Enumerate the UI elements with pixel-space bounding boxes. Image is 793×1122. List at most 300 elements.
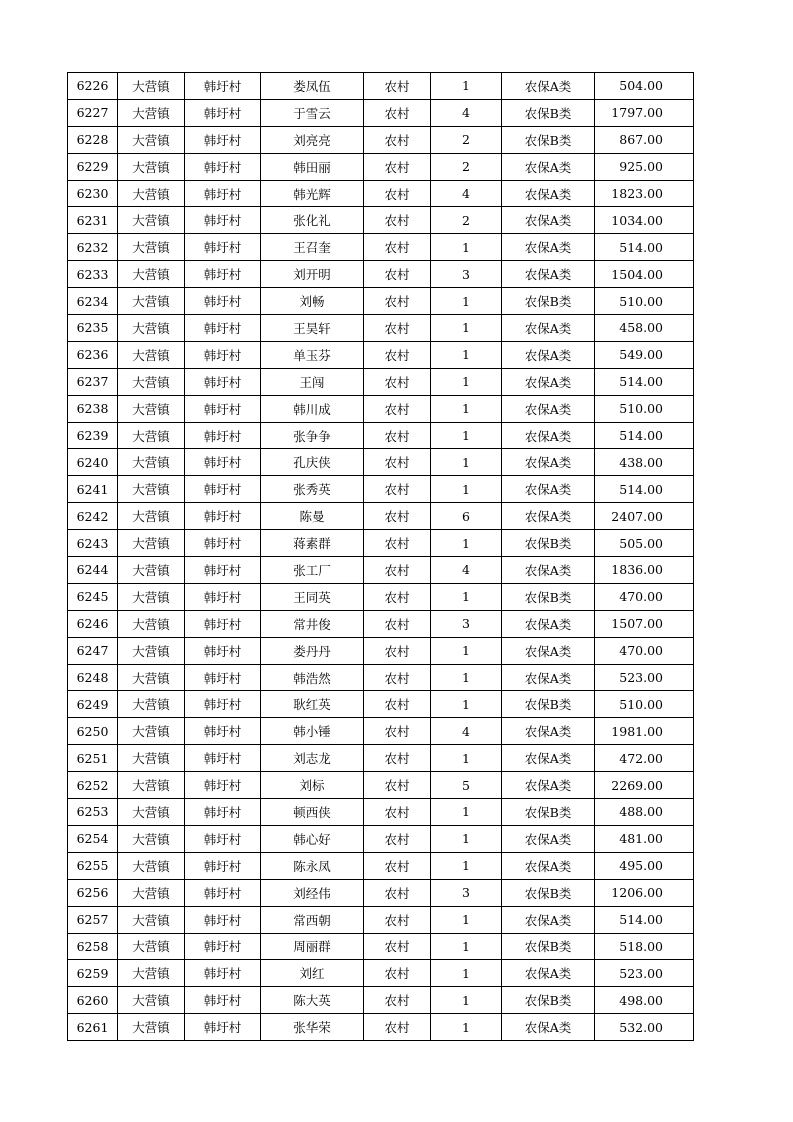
village-cell: 韩圩村 (185, 933, 261, 960)
town-cell: 大营镇 (118, 1014, 185, 1041)
insurance-category-cell: 农保A类 (502, 745, 595, 772)
insurance-category-cell: 农保B类 (502, 530, 595, 557)
row-number-cell: 6237 (68, 368, 118, 395)
name-cell: 刘经伟 (261, 879, 364, 906)
table-row (68, 395, 694, 422)
amount-cell: 488.00 (595, 799, 694, 826)
village-cell: 韩圩村 (185, 422, 261, 449)
village-cell: 韩圩村 (185, 476, 261, 503)
member-count-cell: 1 (431, 476, 502, 503)
table-row (68, 261, 694, 288)
insurance-category-cell: 农保A类 (502, 341, 595, 368)
village-cell: 韩圩村 (185, 1014, 261, 1041)
row-number-cell: 6238 (68, 395, 118, 422)
village-cell: 韩圩村 (185, 73, 261, 100)
amount-cell: 523.00 (595, 960, 694, 987)
household-type-cell: 农村 (364, 180, 431, 207)
village-cell: 韩圩村 (185, 341, 261, 368)
name-cell: 刘红 (261, 960, 364, 987)
household-type-cell: 农村 (364, 799, 431, 826)
row-number-cell: 6261 (68, 1014, 118, 1041)
amount-cell: 438.00 (595, 449, 694, 476)
row-number-cell: 6227 (68, 99, 118, 126)
row-number-cell: 6241 (68, 476, 118, 503)
row-number-cell: 6242 (68, 503, 118, 530)
row-number-cell: 6233 (68, 261, 118, 288)
amount-cell: 2407.00 (595, 503, 694, 530)
town-cell: 大营镇 (118, 987, 185, 1014)
member-count-cell: 3 (431, 879, 502, 906)
member-count-cell: 1 (431, 933, 502, 960)
roster-table (67, 72, 694, 1041)
row-number-cell: 6254 (68, 825, 118, 852)
insurance-category-cell: 农保B类 (502, 879, 595, 906)
row-number-cell: 6243 (68, 530, 118, 557)
table-row (68, 153, 694, 180)
name-cell: 单玉芬 (261, 341, 364, 368)
member-count-cell: 1 (431, 799, 502, 826)
household-type-cell: 农村 (364, 476, 431, 503)
member-count-cell: 3 (431, 261, 502, 288)
name-cell: 韩心好 (261, 825, 364, 852)
row-number-cell: 6246 (68, 610, 118, 637)
town-cell: 大营镇 (118, 583, 185, 610)
table-row (68, 987, 694, 1014)
name-cell: 刘畅 (261, 288, 364, 315)
insurance-category-cell: 农保A类 (502, 234, 595, 261)
member-count-cell: 1 (431, 422, 502, 449)
row-number-cell: 6234 (68, 288, 118, 315)
household-type-cell: 农村 (364, 153, 431, 180)
member-count-cell: 1 (431, 449, 502, 476)
amount-cell: 470.00 (595, 637, 694, 664)
row-number-cell: 6235 (68, 315, 118, 342)
town-cell: 大营镇 (118, 933, 185, 960)
table-row (68, 1014, 694, 1041)
table-row (68, 180, 694, 207)
amount-cell: 458.00 (595, 315, 694, 342)
amount-cell: 510.00 (595, 691, 694, 718)
village-cell: 韩圩村 (185, 99, 261, 126)
member-count-cell: 4 (431, 718, 502, 745)
row-number-cell: 6239 (68, 422, 118, 449)
row-number-cell: 6255 (68, 852, 118, 879)
insurance-category-cell: 农保A类 (502, 557, 595, 584)
row-number-cell: 6228 (68, 126, 118, 153)
village-cell: 韩圩村 (185, 745, 261, 772)
amount-cell: 495.00 (595, 852, 694, 879)
amount-cell: 510.00 (595, 288, 694, 315)
table-row (68, 530, 694, 557)
name-cell: 娄凤伍 (261, 73, 364, 100)
table-row (68, 422, 694, 449)
village-cell: 韩圩村 (185, 288, 261, 315)
member-count-cell: 1 (431, 852, 502, 879)
town-cell: 大营镇 (118, 99, 185, 126)
amount-cell: 1034.00 (595, 207, 694, 234)
household-type-cell: 农村 (364, 664, 431, 691)
row-number-cell: 6244 (68, 557, 118, 584)
village-cell: 韩圩村 (185, 530, 261, 557)
member-count-cell: 4 (431, 99, 502, 126)
household-type-cell: 农村 (364, 691, 431, 718)
household-type-cell: 农村 (364, 73, 431, 100)
household-type-cell: 农村 (364, 234, 431, 261)
row-number-cell: 6250 (68, 718, 118, 745)
insurance-category-cell: 农保B类 (502, 933, 595, 960)
amount-cell: 514.00 (595, 422, 694, 449)
insurance-category-cell: 农保A类 (502, 315, 595, 342)
amount-cell: 1507.00 (595, 610, 694, 637)
table-row (68, 288, 694, 315)
name-cell: 韩田丽 (261, 153, 364, 180)
insurance-category-cell: 农保A类 (502, 261, 595, 288)
member-count-cell: 1 (431, 395, 502, 422)
insurance-category-cell: 农保A类 (502, 906, 595, 933)
name-cell: 孔庆侠 (261, 449, 364, 476)
row-number-cell: 6229 (68, 153, 118, 180)
table-row (68, 126, 694, 153)
town-cell: 大营镇 (118, 718, 185, 745)
member-count-cell: 1 (431, 234, 502, 261)
household-type-cell: 农村 (364, 449, 431, 476)
insurance-category-cell: 农保A类 (502, 180, 595, 207)
roster-table-body (68, 73, 694, 1041)
town-cell: 大营镇 (118, 503, 185, 530)
table-row (68, 852, 694, 879)
member-count-cell: 1 (431, 691, 502, 718)
name-cell: 韩小锤 (261, 718, 364, 745)
amount-cell: 470.00 (595, 583, 694, 610)
town-cell: 大营镇 (118, 395, 185, 422)
insurance-category-cell: 农保A类 (502, 368, 595, 395)
village-cell: 韩圩村 (185, 906, 261, 933)
table-row (68, 73, 694, 100)
name-cell: 陈永凤 (261, 852, 364, 879)
member-count-cell: 1 (431, 368, 502, 395)
name-cell: 娄丹丹 (261, 637, 364, 664)
table-row (68, 315, 694, 342)
town-cell: 大营镇 (118, 637, 185, 664)
town-cell: 大营镇 (118, 153, 185, 180)
table-row (68, 960, 694, 987)
name-cell: 耿红英 (261, 691, 364, 718)
insurance-category-cell: 农保A类 (502, 1014, 595, 1041)
member-count-cell: 6 (431, 503, 502, 530)
household-type-cell: 农村 (364, 1014, 431, 1041)
table-row (68, 772, 694, 799)
member-count-cell: 1 (431, 288, 502, 315)
insurance-category-cell: 农保A类 (502, 664, 595, 691)
insurance-category-cell: 农保A类 (502, 73, 595, 100)
village-cell: 韩圩村 (185, 879, 261, 906)
insurance-category-cell: 农保A类 (502, 503, 595, 530)
name-cell: 刘标 (261, 772, 364, 799)
name-cell: 张争争 (261, 422, 364, 449)
town-cell: 大营镇 (118, 449, 185, 476)
insurance-category-cell: 农保A类 (502, 449, 595, 476)
village-cell: 韩圩村 (185, 852, 261, 879)
insurance-category-cell: 农保A类 (502, 395, 595, 422)
amount-cell: 1981.00 (595, 718, 694, 745)
insurance-category-cell: 农保A类 (502, 772, 595, 799)
amount-cell: 505.00 (595, 530, 694, 557)
member-count-cell: 1 (431, 1014, 502, 1041)
member-count-cell: 1 (431, 637, 502, 664)
insurance-category-cell: 农保A类 (502, 422, 595, 449)
name-cell: 张秀英 (261, 476, 364, 503)
name-cell: 王召奎 (261, 234, 364, 261)
household-type-cell: 农村 (364, 906, 431, 933)
member-count-cell: 1 (431, 530, 502, 557)
row-number-cell: 6248 (68, 664, 118, 691)
household-type-cell: 农村 (364, 610, 431, 637)
member-count-cell: 1 (431, 315, 502, 342)
village-cell: 韩圩村 (185, 126, 261, 153)
village-cell: 韩圩村 (185, 825, 261, 852)
member-count-cell: 1 (431, 745, 502, 772)
name-cell: 韩川成 (261, 395, 364, 422)
member-count-cell: 2 (431, 126, 502, 153)
member-count-cell: 2 (431, 207, 502, 234)
member-count-cell: 5 (431, 772, 502, 799)
town-cell: 大营镇 (118, 73, 185, 100)
name-cell: 王昊轩 (261, 315, 364, 342)
amount-cell: 1836.00 (595, 557, 694, 584)
table-row (68, 879, 694, 906)
town-cell: 大营镇 (118, 261, 185, 288)
town-cell: 大营镇 (118, 341, 185, 368)
town-cell: 大营镇 (118, 852, 185, 879)
table-row (68, 234, 694, 261)
insurance-category-cell: 农保A类 (502, 476, 595, 503)
row-number-cell: 6230 (68, 180, 118, 207)
village-cell: 韩圩村 (185, 691, 261, 718)
household-type-cell: 农村 (364, 207, 431, 234)
household-type-cell: 农村 (364, 422, 431, 449)
town-cell: 大营镇 (118, 772, 185, 799)
name-cell: 刘志龙 (261, 745, 364, 772)
insurance-category-cell: 农保A类 (502, 637, 595, 664)
name-cell: 顿西侠 (261, 799, 364, 826)
household-type-cell: 农村 (364, 772, 431, 799)
amount-cell: 2269.00 (595, 772, 694, 799)
amount-cell: 498.00 (595, 987, 694, 1014)
household-type-cell: 农村 (364, 395, 431, 422)
member-count-cell: 1 (431, 664, 502, 691)
insurance-category-cell: 农保B类 (502, 288, 595, 315)
household-type-cell: 农村 (364, 261, 431, 288)
town-cell: 大营镇 (118, 879, 185, 906)
table-row (68, 745, 694, 772)
village-cell: 韩圩村 (185, 718, 261, 745)
town-cell: 大营镇 (118, 745, 185, 772)
amount-cell: 1504.00 (595, 261, 694, 288)
table-row (68, 207, 694, 234)
town-cell: 大营镇 (118, 610, 185, 637)
town-cell: 大营镇 (118, 960, 185, 987)
household-type-cell: 农村 (364, 960, 431, 987)
member-count-cell: 1 (431, 583, 502, 610)
town-cell: 大营镇 (118, 530, 185, 557)
amount-cell: 925.00 (595, 153, 694, 180)
town-cell: 大营镇 (118, 234, 185, 261)
household-type-cell: 农村 (364, 99, 431, 126)
member-count-cell: 1 (431, 906, 502, 933)
amount-cell: 1797.00 (595, 99, 694, 126)
household-type-cell: 农村 (364, 825, 431, 852)
household-type-cell: 农村 (364, 503, 431, 530)
row-number-cell: 6251 (68, 745, 118, 772)
village-cell: 韩圩村 (185, 799, 261, 826)
village-cell: 韩圩村 (185, 180, 261, 207)
household-type-cell: 农村 (364, 637, 431, 664)
town-cell: 大营镇 (118, 288, 185, 315)
name-cell: 周丽群 (261, 933, 364, 960)
household-type-cell: 农村 (364, 530, 431, 557)
amount-cell: 504.00 (595, 73, 694, 100)
amount-cell: 481.00 (595, 825, 694, 852)
member-count-cell: 4 (431, 180, 502, 207)
row-number-cell: 6249 (68, 691, 118, 718)
row-number-cell: 6245 (68, 583, 118, 610)
member-count-cell: 1 (431, 73, 502, 100)
table-row (68, 557, 694, 584)
household-type-cell: 农村 (364, 341, 431, 368)
village-cell: 韩圩村 (185, 368, 261, 395)
insurance-category-cell: 农保A类 (502, 718, 595, 745)
village-cell: 韩圩村 (185, 315, 261, 342)
table-row (68, 664, 694, 691)
name-cell: 刘亮亮 (261, 126, 364, 153)
member-count-cell: 2 (431, 153, 502, 180)
amount-cell: 472.00 (595, 745, 694, 772)
table-row (68, 368, 694, 395)
village-cell: 韩圩村 (185, 960, 261, 987)
household-type-cell: 农村 (364, 933, 431, 960)
amount-cell: 867.00 (595, 126, 694, 153)
village-cell: 韩圩村 (185, 637, 261, 664)
amount-cell: 514.00 (595, 368, 694, 395)
member-count-cell: 3 (431, 610, 502, 637)
member-count-cell: 1 (431, 341, 502, 368)
table-row (68, 341, 694, 368)
town-cell: 大营镇 (118, 126, 185, 153)
insurance-category-cell: 农保B类 (502, 799, 595, 826)
row-number-cell: 6231 (68, 207, 118, 234)
row-number-cell: 6259 (68, 960, 118, 987)
member-count-cell: 4 (431, 557, 502, 584)
name-cell: 张华荣 (261, 1014, 364, 1041)
table-row (68, 503, 694, 530)
table-row (68, 825, 694, 852)
insurance-category-cell: 农保A类 (502, 153, 595, 180)
name-cell: 陈大英 (261, 987, 364, 1014)
town-cell: 大营镇 (118, 906, 185, 933)
village-cell: 韩圩村 (185, 395, 261, 422)
name-cell: 常西朝 (261, 906, 364, 933)
name-cell: 王闯 (261, 368, 364, 395)
name-cell: 张工厂 (261, 557, 364, 584)
town-cell: 大营镇 (118, 180, 185, 207)
town-cell: 大营镇 (118, 691, 185, 718)
town-cell: 大营镇 (118, 476, 185, 503)
table-row (68, 449, 694, 476)
name-cell: 韩光辉 (261, 180, 364, 207)
row-number-cell: 6226 (68, 73, 118, 100)
amount-cell: 514.00 (595, 476, 694, 503)
name-cell: 刘开明 (261, 261, 364, 288)
household-type-cell: 农村 (364, 315, 431, 342)
household-type-cell: 农村 (364, 126, 431, 153)
insurance-category-cell: 农保A类 (502, 207, 595, 234)
amount-cell: 514.00 (595, 906, 694, 933)
household-type-cell: 农村 (364, 852, 431, 879)
village-cell: 韩圩村 (185, 772, 261, 799)
amount-cell: 532.00 (595, 1014, 694, 1041)
town-cell: 大营镇 (118, 368, 185, 395)
member-count-cell: 1 (431, 987, 502, 1014)
table-row (68, 906, 694, 933)
table-row (68, 99, 694, 126)
row-number-cell: 6260 (68, 987, 118, 1014)
town-cell: 大营镇 (118, 664, 185, 691)
household-type-cell: 农村 (364, 368, 431, 395)
household-type-cell: 农村 (364, 288, 431, 315)
row-number-cell: 6257 (68, 906, 118, 933)
amount-cell: 518.00 (595, 933, 694, 960)
amount-cell: 510.00 (595, 395, 694, 422)
row-number-cell: 6240 (68, 449, 118, 476)
name-cell: 常井俊 (261, 610, 364, 637)
household-type-cell: 农村 (364, 745, 431, 772)
row-number-cell: 6236 (68, 341, 118, 368)
insurance-category-cell: 农保B类 (502, 987, 595, 1014)
town-cell: 大营镇 (118, 557, 185, 584)
name-cell: 陈曼 (261, 503, 364, 530)
village-cell: 韩圩村 (185, 987, 261, 1014)
table-row (68, 718, 694, 745)
household-type-cell: 农村 (364, 718, 431, 745)
town-cell: 大营镇 (118, 422, 185, 449)
name-cell: 于雪云 (261, 99, 364, 126)
insurance-category-cell: 农保A类 (502, 825, 595, 852)
town-cell: 大营镇 (118, 315, 185, 342)
amount-cell: 549.00 (595, 341, 694, 368)
village-cell: 韩圩村 (185, 153, 261, 180)
insurance-category-cell: 农保B类 (502, 691, 595, 718)
household-type-cell: 农村 (364, 879, 431, 906)
village-cell: 韩圩村 (185, 449, 261, 476)
amount-cell: 1823.00 (595, 180, 694, 207)
household-type-cell: 农村 (364, 557, 431, 584)
village-cell: 韩圩村 (185, 207, 261, 234)
insurance-category-cell: 农保B类 (502, 99, 595, 126)
amount-cell: 523.00 (595, 664, 694, 691)
town-cell: 大营镇 (118, 207, 185, 234)
row-number-cell: 6252 (68, 772, 118, 799)
table-row (68, 799, 694, 826)
insurance-category-cell: 农保A类 (502, 852, 595, 879)
insurance-category-cell: 农保A类 (502, 960, 595, 987)
table-row (68, 583, 694, 610)
village-cell: 韩圩村 (185, 503, 261, 530)
member-count-cell: 1 (431, 960, 502, 987)
insurance-category-cell: 农保B类 (502, 126, 595, 153)
row-number-cell: 6253 (68, 799, 118, 826)
village-cell: 韩圩村 (185, 610, 261, 637)
row-number-cell: 6258 (68, 933, 118, 960)
